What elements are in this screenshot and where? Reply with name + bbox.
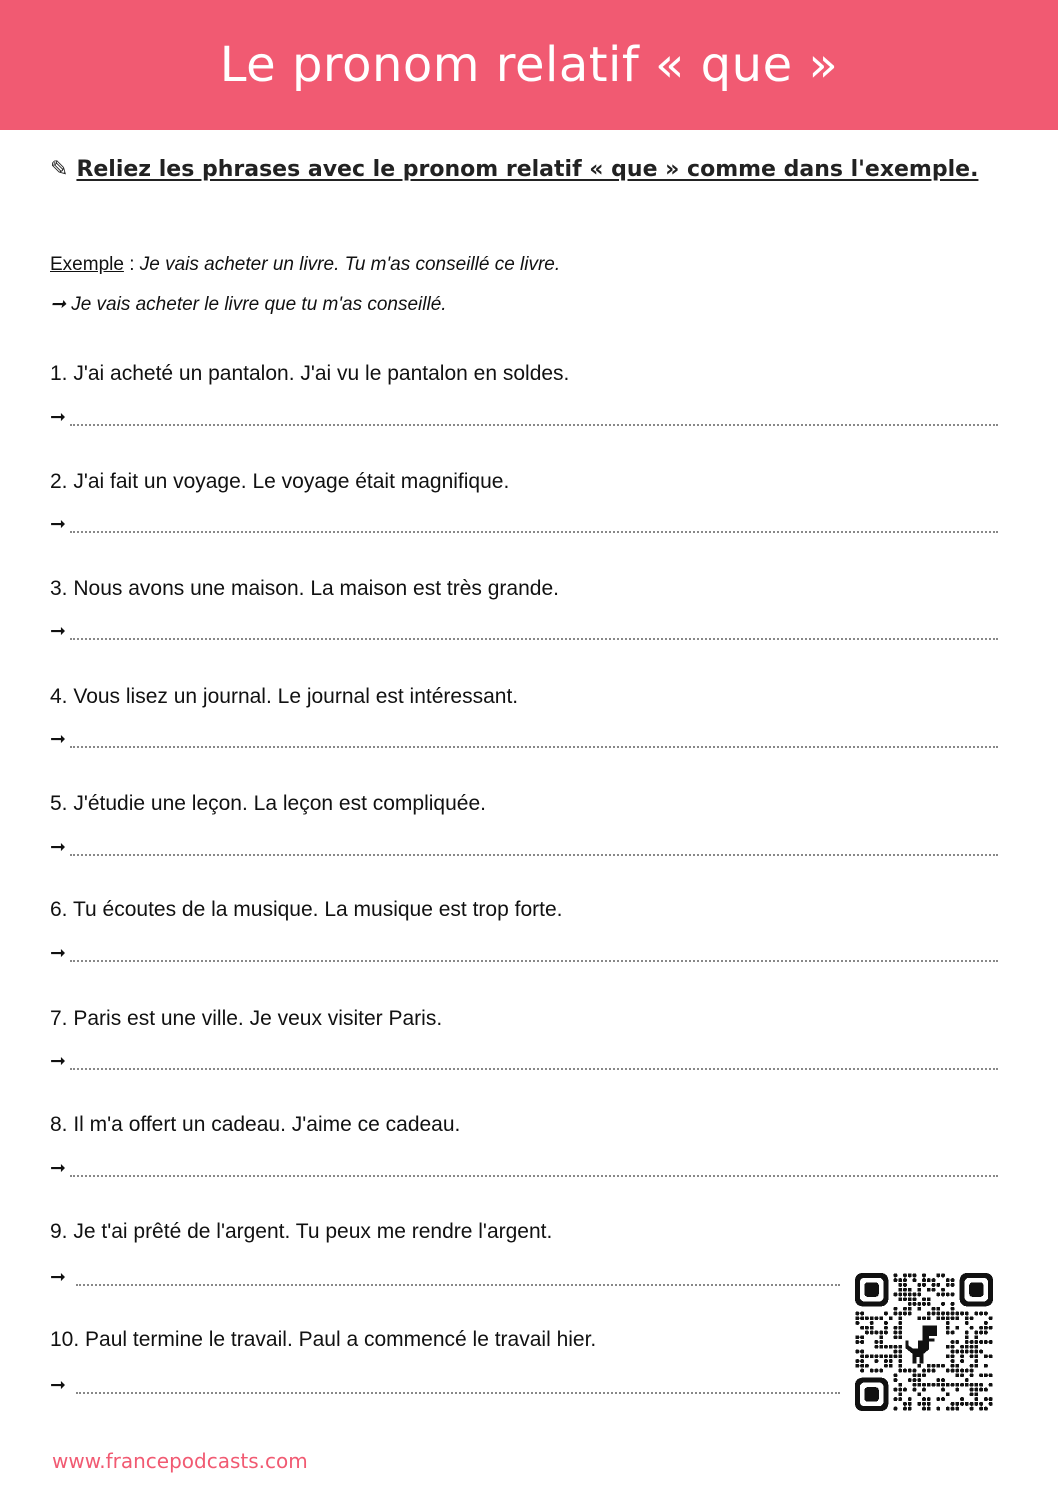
answer-line-8[interactable]: [50, 1157, 998, 1179]
dotted-line: [70, 638, 998, 640]
arrow-icon: ➞: [50, 514, 66, 535]
page-title: Le pronom relatif « que »: [219, 37, 839, 93]
dotted-line: [70, 854, 998, 856]
example-line: [50, 254, 560, 276]
arrow-icon: ➞: [50, 729, 66, 750]
instruction-text: Reliez les phrases avec le pronom relatif « que » comme dans l'exemple.: [76, 157, 979, 182]
arrow-icon: ➞: [50, 621, 66, 642]
dotted-line: [70, 960, 998, 962]
qr-finder-bottom-left: [855, 1378, 888, 1411]
question-9: 9. Je t'ai prêté de l'argent. Tu peux me rendre l'argent.: [50, 1220, 553, 1243]
answer-line-10[interactable]: [50, 1374, 840, 1396]
answer-line-6[interactable]: [50, 942, 998, 964]
dotted-line: [70, 424, 998, 426]
example-separator: :: [123, 254, 140, 275]
question-7: 7. Paris est une ville. Je veux visiter Paris.: [50, 1007, 443, 1030]
answer-line-1[interactable]: [50, 406, 998, 428]
qr-code-icon[interactable]: [855, 1273, 993, 1411]
footer-url[interactable]: www.francepodcasts.com: [52, 1449, 308, 1473]
dotted-line: [70, 1068, 998, 1070]
dotted-line: [76, 1392, 840, 1394]
arrow-icon: ➞: [50, 294, 66, 315]
question-10: 10. Paul termine le travail. Paul a commencé le travail hier.: [50, 1328, 597, 1351]
example-answer: Je vais acheter le livre que tu m'as conseillé.: [71, 294, 447, 315]
example-label: Exemple: [50, 254, 124, 275]
dotted-line: [70, 531, 998, 533]
question-1: 1. J'ai acheté un pantalon. J'ai vu le pantalon en soldes.: [50, 362, 570, 385]
arrow-icon: ➞: [50, 407, 66, 428]
arrow-icon: ➞: [50, 1158, 66, 1179]
arrow-icon: ➞: [50, 1267, 66, 1288]
example-answer-line: [50, 293, 447, 316]
question-5: 5. J'étudie une leçon. La leçon est compliquée.: [50, 792, 486, 815]
question-2: 2. J'ai fait un voyage. Le voyage était magnifique.: [50, 470, 510, 493]
qr-finder-top-right: [960, 1273, 993, 1306]
example-sentence: Je vais acheter un livre. Tu m'as conseillé ce livre.: [139, 254, 561, 275]
dotted-line: [70, 1175, 998, 1177]
header-banner: [0, 0, 1058, 130]
qr-finder-top-left: [855, 1273, 888, 1306]
dotted-line: [70, 746, 998, 748]
answer-line-4[interactable]: [50, 728, 998, 750]
answer-line-2[interactable]: [50, 513, 998, 535]
question-6: 6. Tu écoutes de la musique. La musique est trop forte.: [50, 898, 563, 921]
arrow-icon: ➞: [50, 1375, 66, 1396]
question-3: 3. Nous avons une maison. La maison est très grande.: [50, 577, 559, 600]
answer-line-7[interactable]: [50, 1050, 998, 1072]
question-8: 8. Il m'a offert un cadeau. J'aime ce cadeau.: [50, 1113, 461, 1136]
answer-line-9[interactable]: [50, 1266, 840, 1288]
arrow-icon: ➞: [50, 943, 66, 964]
arrow-icon: ➞: [50, 837, 66, 858]
question-4: 4. Vous lisez un journal. Le journal est intéressant.: [50, 685, 519, 708]
answer-line-5[interactable]: [50, 836, 998, 858]
answer-line-3[interactable]: [50, 620, 998, 642]
pencil-icon: ✎: [50, 157, 69, 182]
arrow-icon: ➞: [50, 1051, 66, 1072]
dotted-line: [76, 1284, 840, 1286]
dinosaur-icon: [903, 1321, 946, 1364]
instruction: [50, 157, 1010, 182]
